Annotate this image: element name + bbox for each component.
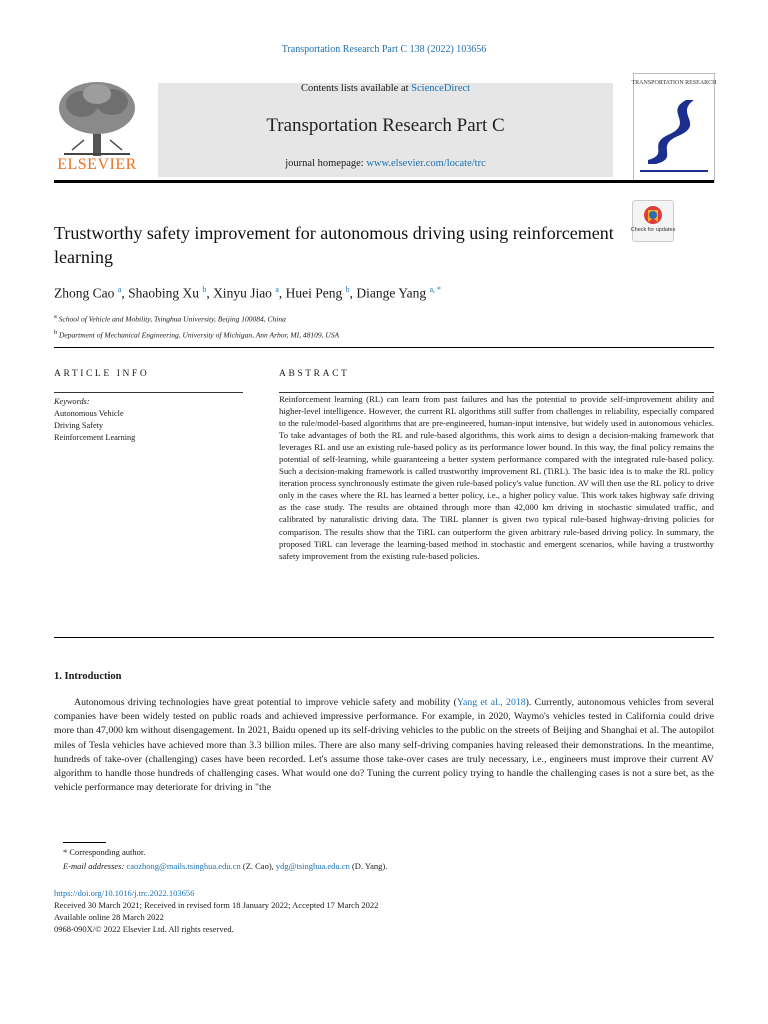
doi-link[interactable]: https://doi.org/10.1016/j.trc.2022.103656 [54, 888, 195, 898]
divider [54, 637, 714, 638]
journal-title: Transportation Research Part C [266, 115, 505, 136]
affiliation-b [54, 326, 654, 342]
author-affil-sup[interactable]: a [275, 285, 279, 294]
article-info-heading: ARTICLE INFO [54, 369, 150, 379]
affiliation-text: School of Vehicle and Mobility, Tsinghua University, Beijing 100084, China [58, 314, 286, 324]
homepage-prefix: journal homepage: [285, 158, 367, 169]
author-affil-sup[interactable]: a [117, 285, 122, 294]
keyword-item: Reinforcement Learning [54, 433, 136, 442]
journal-cover-thumbnail[interactable] [633, 73, 715, 182]
journal-citation-link[interactable]: Transportation Research Part C 138 (2022) 103656 [281, 44, 487, 55]
keywords-block [54, 396, 244, 444]
affiliation-a [54, 310, 654, 326]
author-affil-sup[interactable]: b [345, 285, 350, 294]
intro-text-part: Autonomous driving technologies have great potential to improve vehicle safety and mobility ( [74, 697, 457, 708]
author-name: Xinyu Jiao [213, 285, 272, 301]
author-name: Diange Yang [356, 285, 427, 301]
author-name: Zhong Cao [54, 285, 115, 301]
received-dates: Received 30 March 2021; Received in revised form 18 January 2022; Accepted 17 March 2022 [54, 900, 379, 910]
divider [54, 347, 714, 348]
affiliation-text: Department of Mechanical Engineering, University of Michigan, Ann Arbor, MI, 48109, USA [59, 330, 340, 339]
section-heading-introduction: 1. Introduction [54, 671, 122, 682]
footnote-rule [63, 842, 106, 843]
elsevier-wordmark: ELSEVIER [57, 156, 137, 173]
keywords-label: Keywords: [54, 397, 90, 406]
affiliations [54, 310, 654, 341]
article-info-rule [54, 392, 243, 393]
author-affil-sup[interactable]: a, * [429, 285, 442, 294]
author-list: Zhong Cao $^a$, Shaobing Xu $^b$, Xinyu Jiao $^a$, Huei Peng $^b$, Diange Yang $^{a, *}$ [54, 285, 442, 301]
available-online: Available online 28 March 2022 [54, 912, 164, 922]
email-owner: (D. Yang). [349, 860, 388, 871]
check-for-updates-badge[interactable] [632, 200, 674, 242]
intro-text-part: ). Currently, autonomous vehicles from several companies have been widely tested on public roads and achieved impressive performance. For example, in 2020, Waymo's vehicles tested in California could drive more than 47,000 km without disengagement. In 2021, Baidu opened up its self-driving vehicles to the public on the streets of Beijing and Shanghai et al. The autopilot miles of Tesla vehicles have achieved more than 3.3 billion miles. There are also many self-driving companies having released their demonstrations. In the meantime, hundreds of take-over (challenging) cases have been recorded. Let's assume those take-over cases are truly necessary, i.e., engineers must improve their current AV algorithm to handle those hundreds of challenging cases. What would one do? Tuning the current policy trying to handle the challenging cases is not a sure bet, as the vehicle performance may deteriorate for driving in "the [54, 697, 714, 794]
author-name: Shaobing Xu [128, 285, 199, 301]
header-divider-thick [54, 180, 714, 183]
abstract-text: Reinforcement learning (RL) can learn from past failures and has the potential to provide self-improvement ability and higher-level intelligence. However, the current RL algorithms still suffer from challenges in reliability, especially compared to the rule/model-based algorithms that are pre-engineered, human-input intensive, but widely used in autonomous vehicles. To take advantages of both the RL and rule-based algorithms, this work aims to design a decision-making framework that leverages RL and use an existing rule-based policy as its performance lower bound. In this way, the final policy remains the potential of self-learning, while guaranteeing a better system performance compared with the integrated rule-based policy. Such a decision-making framework is called trustworthy improvement RL (TiRL). The basic idea is to make the RL policy iteration process synchronously estimate the given rule-based policy's value function. AV will then use the RL policy to drive only in the cases where the RL has learned a better policy, i.e., a higher policy value. This work takes highway safe driving as the case study. The results are obtained through more than 42,000 km driving in stochastic simulated traffic, and calibrated by naturalistic driving data. The TiRL planner is given two typical rule-based highway-driving policies for comparison. The results show that the TiRL can outperform the given arbitrary rule-based driving policy. In summary, the proposed TiRL can leverage the learning-based method in stochastic and emergent scenarios, while having a trustworthy safety improvement from the existing rule-based policies. [279, 394, 714, 561]
citation-link[interactable]: Yang et al., 2018 [456, 697, 526, 708]
email-line [63, 860, 663, 874]
affiliation-sup: a [54, 313, 57, 320]
affiliation-sup: b [54, 328, 58, 336]
email-link[interactable]: ydg@tsinghua.edu.cn [275, 860, 350, 871]
paper-title: Trustworthy safety improvement for autonomous driving using reinforcement learning [54, 223, 614, 267]
publication-info [54, 887, 654, 935]
email-label: E-mail addresses: [63, 860, 125, 871]
crossmark-label: Check for updates [630, 227, 676, 233]
homepage-line [158, 158, 613, 169]
email-link[interactable]: caozhong@mails.tsinghua.edu.cn [126, 860, 241, 871]
author-affil-sup[interactable]: b [202, 285, 207, 294]
journal-homepage-link[interactable]: www.elsevier.com/locate/trc [366, 158, 486, 169]
keyword-item: Autonomous Vehicle [54, 409, 124, 418]
corresponding-author-note: * Corresponding author. [63, 847, 146, 857]
sciencedirect-link[interactable]: ScienceDirect [411, 83, 471, 94]
contents-prefix: Contents lists available at [300, 83, 412, 94]
author-name: Huei Peng [285, 285, 343, 301]
copyright: 0968-090X/© 2022 Elsevier Ltd. All rights reserved. [54, 924, 234, 934]
introduction-paragraph [54, 696, 714, 795]
contents-line [158, 83, 613, 94]
footnotes [63, 846, 663, 873]
cover-title: TRANSPORTATION RESEARCH [631, 80, 717, 86]
email-owner: (Z. Cao), [240, 860, 276, 871]
abstract-heading: ABSTRACT [279, 369, 350, 379]
keyword-item: Driving Safety [54, 421, 104, 430]
